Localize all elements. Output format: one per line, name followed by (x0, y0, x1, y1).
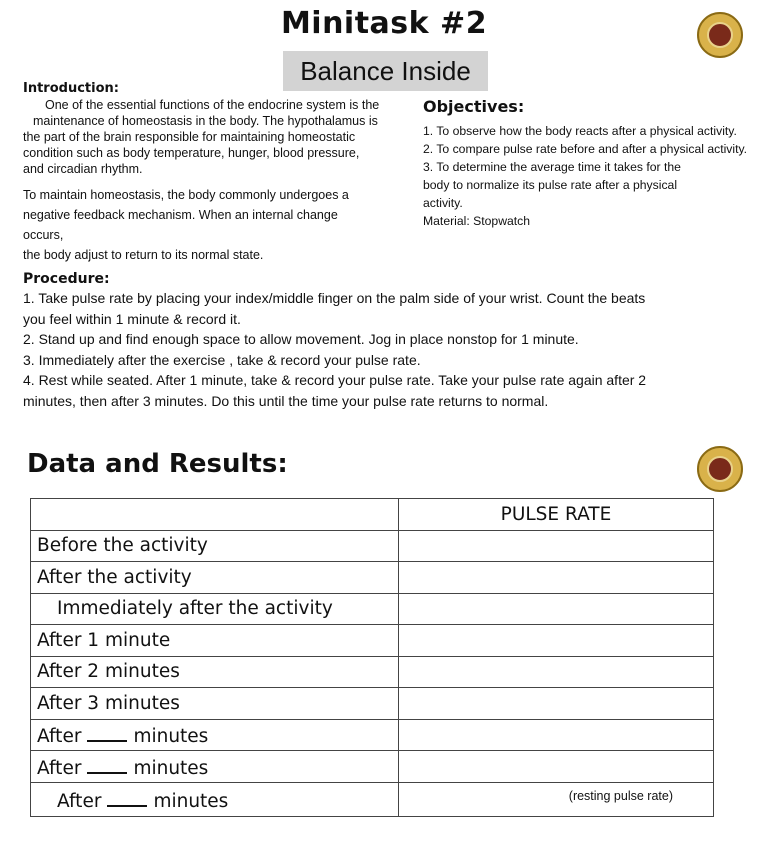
intro-line: the part of the brain responsible for maintaining homeostatic (23, 130, 356, 144)
objective-item: 1. To observe how the body reacts after a physical activity. (423, 124, 737, 138)
table-row (31, 530, 714, 562)
objective-item: 2. To compare pulse rate before and after a physical activity. (423, 142, 748, 156)
pulse-rate-cell[interactable] (399, 782, 714, 816)
pulse-rate-cell[interactable] (399, 719, 714, 751)
row-label-blank: After minutes (31, 719, 399, 751)
pulse-rate-cell[interactable] (399, 562, 714, 594)
pulse-rate-cell[interactable] (399, 593, 714, 625)
page-title: Minitask #2 (280, 6, 488, 41)
procedure-line: minutes, then after 3 minutes. Do this until the time your pulse rate returns to normal. (23, 392, 549, 409)
objective-item: activity. (423, 196, 463, 210)
pulse-rate-cell[interactable] (399, 688, 714, 720)
intro-line: and circadian rhythm. (23, 162, 143, 176)
table-cell (31, 499, 399, 531)
table-row (31, 719, 714, 751)
table-row (31, 625, 714, 657)
procedure-line: 4. Rest while seated. After 1 minute, take & record your pulse rate. Take your pulse rate again after 2 (23, 372, 647, 389)
pulse-rate-cell[interactable] (399, 751, 714, 783)
intro-line: maintenance of homeostasis in the body. The hypothalamus is (33, 114, 378, 128)
pulse-rate-cell[interactable] (399, 530, 714, 562)
material-note: Material: Stopwatch (423, 214, 531, 228)
procedure-line: 2. Stand up and find enough space to allow movement. Jog in place nonstop for 1 minute. (23, 331, 579, 348)
pulse-rate-header: PULSE RATE (399, 499, 714, 531)
row-label: After 1 minute (31, 625, 399, 657)
row-label-blank: After minutes (31, 751, 399, 783)
introduction-paragraph-2 (23, 185, 413, 265)
row-label: After the activity (31, 562, 399, 594)
pulse-rate-cell[interactable] (399, 656, 714, 688)
row-label-blank: After minutes (31, 782, 399, 816)
pulse-rate-cell[interactable] (399, 625, 714, 657)
table-row (31, 782, 714, 816)
school-seal-logo (697, 12, 743, 58)
procedure-list (23, 288, 753, 412)
intro-line: the body adjust to return to its normal state. (23, 248, 264, 262)
intro-line: To maintain homeostasis, the body commonly undergoes a (23, 188, 349, 202)
table-row (31, 593, 714, 625)
data-results-heading: Data and Results: (27, 449, 288, 479)
row-label: After 3 minutes (31, 688, 399, 720)
objective-item: 3. To determine the average time it takes for the (423, 160, 681, 174)
results-table (30, 498, 714, 817)
objectives-heading: Objectives: (423, 97, 525, 116)
row-label: After 2 minutes (31, 656, 399, 688)
intro-line: negative feedback mechanism. When an internal change (23, 208, 338, 222)
table-row (31, 751, 714, 783)
intro-line: occurs, (23, 228, 64, 242)
procedure-heading: Procedure: (23, 271, 110, 287)
introduction-paragraph-1 (23, 97, 413, 177)
blank-line[interactable] (107, 787, 147, 807)
subtitle-banner (283, 51, 488, 91)
intro-line: One of the essential functions of the endocrine system is the (45, 98, 380, 112)
subtitle: Balance Inside (300, 55, 471, 86)
objectives-list (423, 122, 763, 230)
row-label: Before the activity (31, 530, 399, 562)
table-row (31, 688, 714, 720)
introduction-heading: Introduction: (23, 81, 119, 96)
table-row (31, 562, 714, 594)
intro-line: condition such as body temperature, hunger, blood pressure, (23, 146, 360, 160)
table-header-row (31, 499, 714, 531)
blank-line[interactable] (87, 754, 127, 774)
procedure-line: 3. Immediately after the exercise , take & record your pulse rate. (23, 351, 421, 368)
objective-item: body to normalize its pulse rate after a physical (423, 178, 678, 192)
row-label: Immediately after the activity (31, 593, 399, 625)
resting-note: (resting pulse rate) (568, 789, 673, 803)
procedure-line: you feel within 1 minute & record it. (23, 310, 241, 327)
school-seal-logo (697, 446, 743, 492)
procedure-line: 1. Take pulse rate by placing your index/middle finger on the palm side of your wrist. Count the beats (23, 290, 646, 306)
table-row (31, 656, 714, 688)
blank-line[interactable] (87, 722, 127, 742)
